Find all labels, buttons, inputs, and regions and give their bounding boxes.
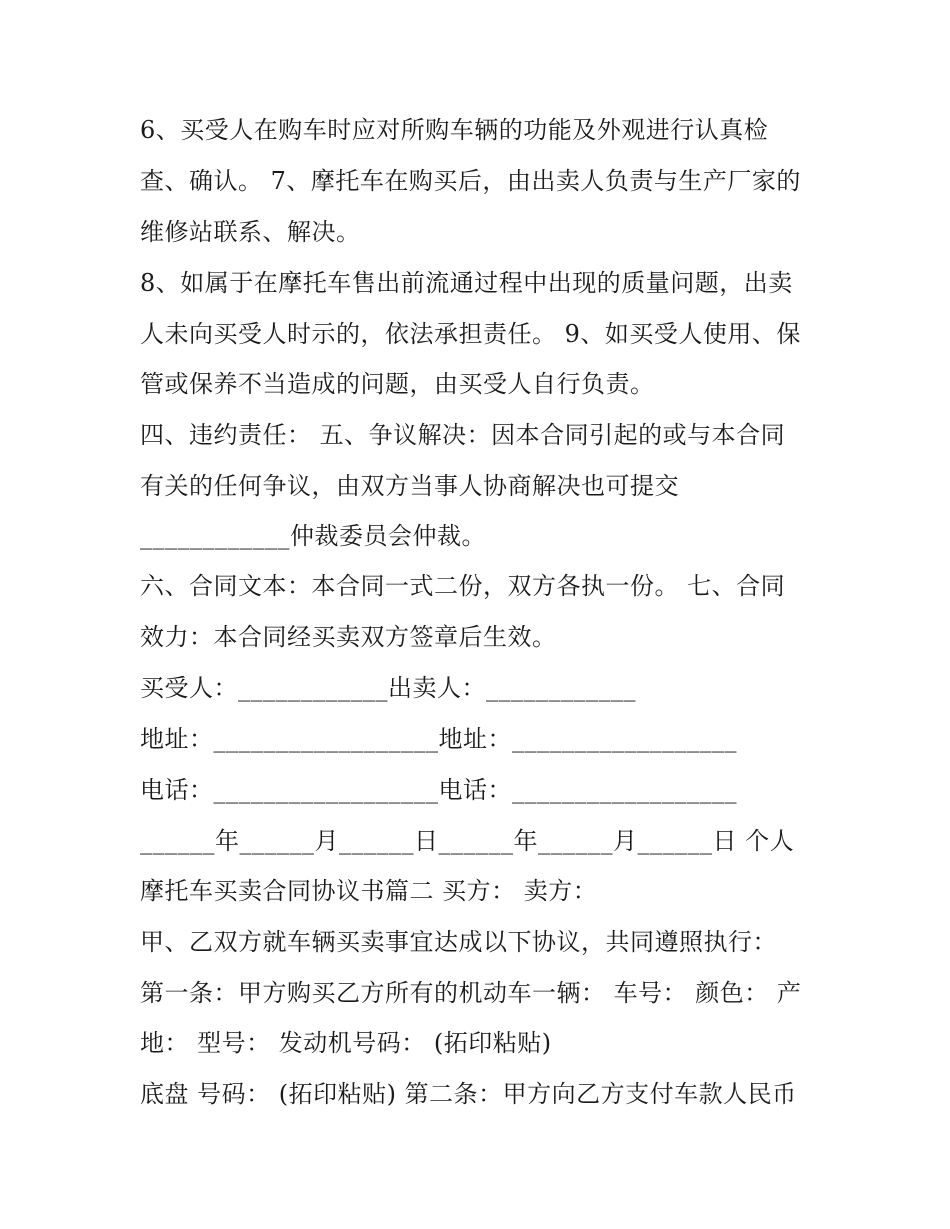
paragraph-line: 底盘 号码： (拓印粘贴) 第二条：甲方向乙方支付车款人民币	[140, 1080, 797, 1108]
paragraph-line: 维修站联系、解决。	[140, 218, 361, 246]
paragraph-line: 查、确认。 7、摩托车在购买后，由出卖人负责与生产厂家的	[140, 167, 801, 195]
paragraph-line: 六、合同文本：本合同一式二份，双方各执一份。 七、合同	[140, 572, 786, 600]
signature-line-phone: 电话：__________________电话：__________________	[140, 776, 737, 804]
section-title-line: 摩托车买卖合同协议书篇二 买方： 卖方：	[140, 877, 598, 905]
paragraph-line: 效力：本合同经买卖双方签章后生效。	[140, 623, 557, 651]
signature-line-parties: 买受人：____________出卖人：____________	[140, 674, 636, 702]
paragraph-line: 6、买受人在购车时应对所购车辆的功能及外观进行认真检	[140, 116, 769, 144]
paragraph-line: 管或保养不当造成的问题，由买受人自行负责。	[140, 370, 655, 398]
paragraph-line: 第一条：甲方购买乙方所有的机动车一辆： 车号： 颜色： 产	[140, 979, 802, 1007]
signature-line-address: 地址：__________________地址：__________________	[140, 725, 737, 753]
paragraph-line: ____________仲裁委员会仲裁。	[140, 522, 486, 550]
paragraph-line: 人未向买受人时示的，依法承担责任。 9、如买受人使用、保	[140, 320, 801, 348]
paragraph-line: 有关的任何争议，由双方当事人协商解决也可提交	[140, 472, 679, 500]
paragraph-line: 8、如属于在摩托车售出前流通过程中出现的质量问题，出卖	[140, 269, 793, 297]
signature-line-date: ______年______月______日______年______月______日 个人	[140, 827, 795, 855]
paragraph-line: 甲、乙双方就车辆买卖事宜达成以下协议，共同遵照执行：	[140, 928, 777, 956]
paragraph-line: 四、违约责任： 五、争议解决：因本合同引起的或与本合同	[140, 421, 786, 449]
paragraph-line: 地： 型号： 发动机号码： (拓印粘贴)	[140, 1029, 552, 1057]
